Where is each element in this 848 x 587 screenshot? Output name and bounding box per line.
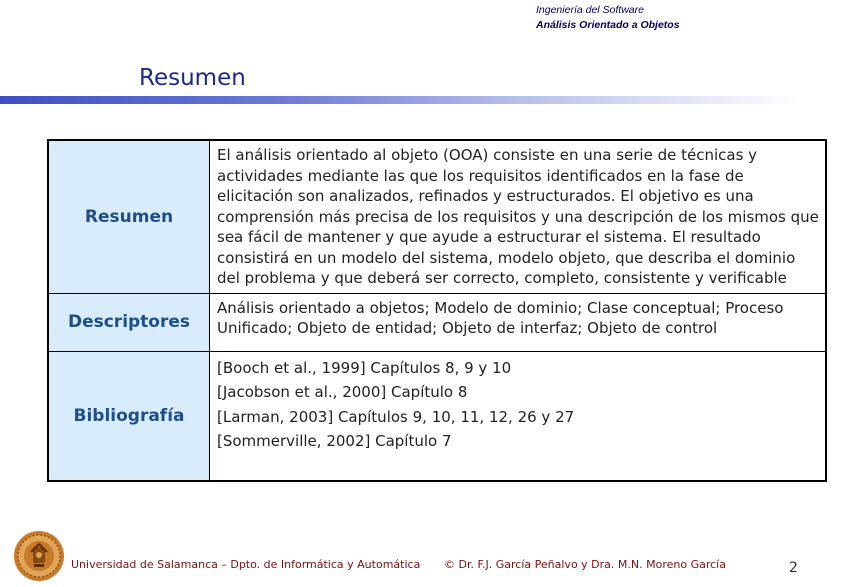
footer-copyright: © Dr. F.J. García Peñalvo y Dra. M.N. Moreno García (444, 558, 726, 571)
university-seal-icon (13, 530, 65, 582)
header-subject: Ingeniería del Software (536, 4, 644, 16)
row-content-resumen: El análisis orientado al objeto (OOA) consiste en una serie de técnicas y actividades mediante las que los requisitos identificados en la fase de elicitación son analizados, refinados y estructurados. El objetivo es una comprensión más precisa de los requisitos y una descripción de los mismos que sea fácil de mantener y que ayude a estructurar el sistema. El resultado consistirá en un modelo del sistema, modelo objeto, que describa el dominio del problema y que deberá ser correcto, completo, consistente y verificable (210, 140, 827, 293)
title-underline-bar (0, 96, 800, 104)
bibliography-item: [Larman, 2003] Capítulos 9, 10, 11, 12, 26 y 27 (217, 407, 575, 426)
row-content-bibliografia (210, 351, 827, 481)
row-label-bibliografia: Bibliografía (48, 351, 210, 481)
bibliography-item: [Sommerville, 2002] Capítulo 7 (217, 432, 452, 450)
table-row-resumen (48, 140, 826, 293)
header-course: Análisis Orientado a Objetos (536, 19, 680, 31)
table-row-bibliografia (48, 351, 826, 481)
bibliography-item: [Booch et al., 1999] Capítulos 8, 9 y 10 (217, 358, 512, 377)
bibliography-item: [Jacobson et al., 2000] Capítulo 8 (217, 383, 468, 401)
table-row-descriptores (48, 293, 826, 351)
row-label-descriptores: Descriptores (48, 293, 210, 351)
slide-footer (0, 530, 848, 587)
slide-title: Resumen (139, 65, 246, 91)
page-number: 2 (789, 560, 798, 576)
bibliography-list (217, 356, 819, 454)
row-label-resumen: Resumen (48, 140, 210, 293)
summary-table (47, 139, 827, 482)
row-content-descriptores: Análisis orientado a objetos; Modelo de dominio; Clase conceptual; Proceso Unificado; Objeto de entidad; Objeto de interfaz; Objeto de control (210, 293, 827, 351)
footer-university: Universidad de Salamanca – Dpto. de Informática y Automática (71, 558, 421, 571)
slide-header (536, 3, 680, 33)
